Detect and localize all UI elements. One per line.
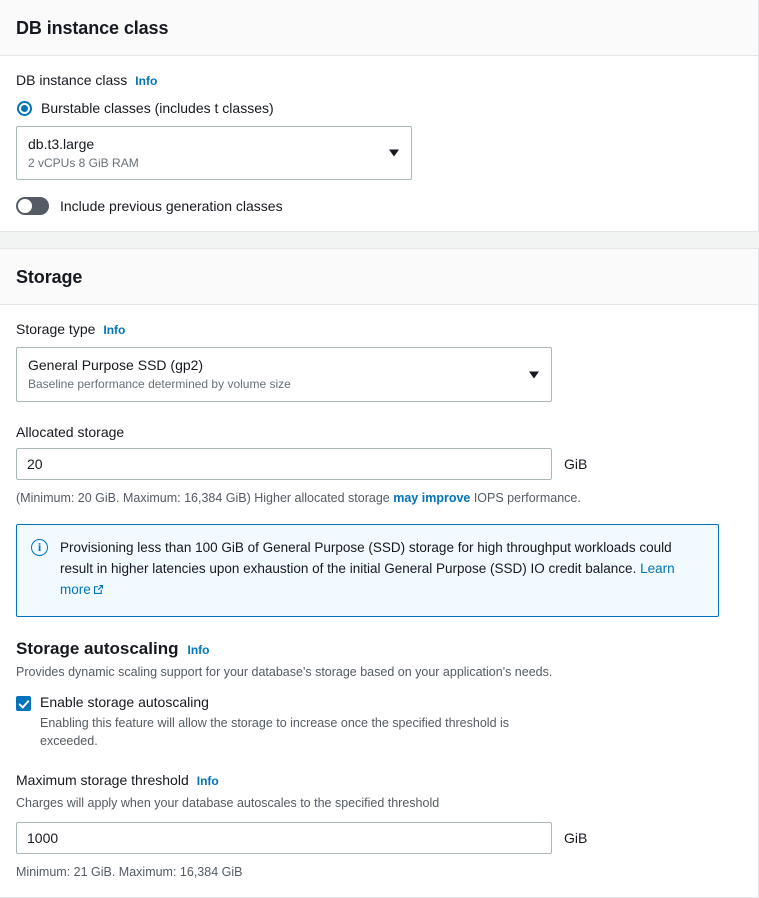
info-link-instance-class[interactable]: Info: [135, 74, 158, 88]
storage-alert-text-block: [60, 538, 704, 602]
storage-title: Storage: [16, 267, 83, 288]
max-threshold-unit: GiB: [564, 830, 588, 847]
max-threshold-field-label: [16, 772, 742, 788]
panel-separator: [0, 232, 759, 249]
allocated-storage-label-text: Allocated storage: [16, 423, 125, 440]
chevron-down-icon: [389, 150, 399, 157]
storage-autoscaling-description: Provides dynamic scaling support for your database's storage based on your application's needs.: [16, 664, 553, 679]
previous-generation-toggle-row[interactable]: [16, 197, 742, 215]
storage-type-field-label: [16, 321, 742, 337]
storage-autoscaling-heading-row: [16, 639, 742, 659]
db-instance-class-label-text: DB instance class: [16, 72, 128, 88]
db-instance-class-selected-value: db.t3.large: [28, 136, 95, 152]
db-instance-class-field-label: [16, 72, 742, 88]
previous-generation-toggle-label: Include previous generation classes: [60, 198, 283, 215]
info-link-max-threshold[interactable]: Info: [196, 774, 219, 789]
storage-panel: [0, 249, 759, 898]
db-instance-class-body: [0, 56, 758, 231]
allocated-storage-row: [16, 448, 742, 480]
burstable-classes-radio[interactable]: [17, 101, 32, 116]
max-threshold-label-text: Maximum storage threshold: [16, 772, 189, 789]
info-link-storage-type[interactable]: Info: [103, 323, 126, 338]
may-improve-link[interactable]: may improve: [393, 490, 471, 505]
storage-alert-text: Provisioning less than 100 GiB of General Purpose (SSD) storage for high throughput workloads could result in higher latencies upon exhaustion of the initial General Purpose (SSD) IO credit balance.: [60, 540, 672, 577]
burstable-classes-radio-label[interactable]: Burstable classes (includes t classes): [41, 100, 274, 116]
enable-autoscaling-label[interactable]: Enable storage autoscaling: [40, 693, 209, 710]
max-threshold-hint: Minimum: 21 GiB. Maximum: 16,384 GiB: [16, 865, 243, 880]
enable-autoscaling-row[interactable]: [16, 694, 742, 750]
external-link-icon: [93, 581, 104, 602]
allocated-storage-hint-pre: (Minimum: 20 GiB. Maximum: 16,384 GiB) Higher allocated storage: [16, 490, 394, 505]
max-threshold-row: [16, 822, 742, 854]
enable-autoscaling-checkbox[interactable]: [16, 696, 31, 711]
previous-generation-toggle[interactable]: [16, 197, 49, 215]
allocated-storage-hint: [16, 489, 742, 507]
toggle-knob: [18, 199, 32, 213]
storage-type-selected-value: General Purpose SSD (gp2): [28, 357, 204, 374]
page-title: DB instance class: [16, 18, 169, 38]
info-link-autoscaling[interactable]: Info: [187, 642, 210, 657]
allocated-storage-field-label: [16, 424, 742, 440]
db-instance-class-panel: [0, 0, 759, 232]
storage-type-select[interactable]: [16, 347, 552, 401]
db-instance-class-select-main: [17, 127, 411, 179]
enable-autoscaling-description: Enabling this feature will allow the storage to increase once the specified threshold is exceeded.: [40, 715, 510, 749]
db-instance-class-select[interactable]: [16, 126, 412, 180]
allocated-storage-unit: GiB: [564, 455, 588, 472]
max-threshold-description: Charges will apply when your database autoscales to the specified threshold: [16, 796, 440, 811]
db-instance-class-selected-specs: 2 vCPUs 8 GiB RAM: [28, 155, 139, 170]
storage-type-label-text: Storage type: [16, 321, 96, 338]
allocated-storage-hint-post: IOPS performance.: [470, 490, 581, 505]
storage-body: [0, 305, 758, 897]
chevron-down-icon: [529, 371, 539, 378]
enable-autoscaling-body: [40, 694, 540, 750]
storage-info-alert: [16, 524, 719, 617]
storage-header: [0, 249, 758, 305]
db-instance-class-header: [0, 0, 758, 56]
allocated-storage-input[interactable]: [16, 448, 552, 480]
max-threshold-input[interactable]: [16, 822, 552, 854]
burstable-classes-radio-row[interactable]: [17, 100, 742, 116]
info-circle-icon: i: [31, 539, 48, 556]
learn-more-link[interactable]: Learn more: [60, 561, 675, 597]
storage-autoscaling-title: Storage autoscaling: [16, 638, 179, 658]
storage-type-select-main: [17, 348, 551, 400]
storage-type-selected-description: Baseline performance determined by volume size: [28, 377, 291, 392]
